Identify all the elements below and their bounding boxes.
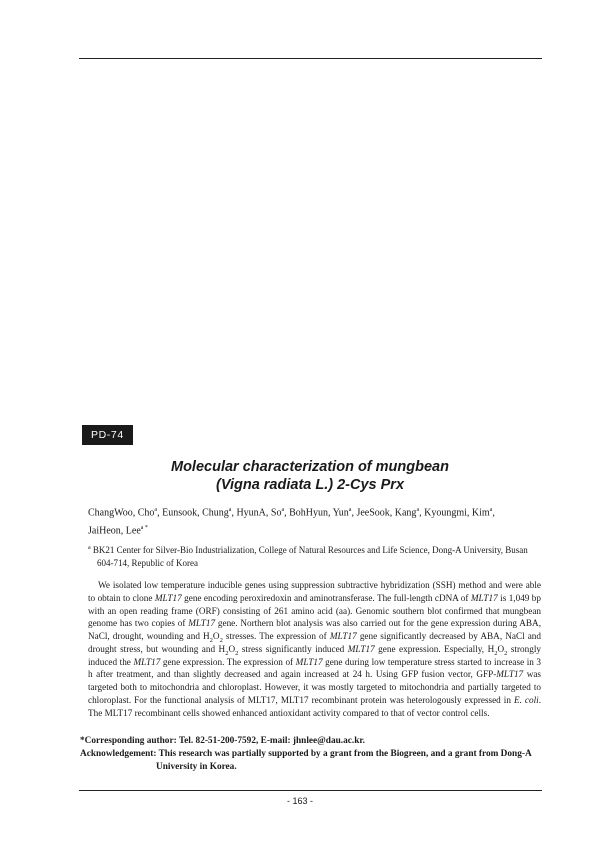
abstract-text: gene expression. The expression of [160,656,296,667]
abstract-text: gene encoding peroxiredoxin and aminotransferase. The full-length cDNA of [181,592,471,603]
organism-name: E. coli [513,694,539,705]
abstract-text: gene. Northern blot analysis was also carried out for the gene expression during ABA, NaCl, drought, wounding and H [88,618,541,641]
affiliation [88,542,543,570]
gene-name: MLT17 [329,631,357,641]
footnotes [80,735,542,773]
abstract-text: stress significantly induced [238,643,348,654]
author: ChangWoo, Cho [88,507,155,519]
abstract-text: We isolated low temperature inducible genes using suppression subtractive hybridization (SSH) method and were able to obtain to clone [88,580,541,603]
abstract-text: O [497,643,505,654]
acknowledgement-line-2: University in Korea. [156,761,237,772]
gene-name: MLT17 [154,592,182,603]
author-mark: a [348,507,352,513]
author-mark: a [489,507,493,513]
author: Kyoungmi, Kim [424,507,490,519]
affiliation-mark: a [88,545,91,551]
gene-name: MLT17 [133,656,161,667]
author-mark: a [228,507,232,513]
session-badge: PD-74 [82,425,133,445]
abstract-text: was targeted both to mitochondria and chloroplast. However, it was mostly targeted to mitochondria and partially targeted to chloroplast. For the functional analysis of MLT17, MLT17 recombinant protein was heterologously expressed in [88,669,541,705]
page-number: - 163 - [286,796,313,806]
author: HyunA, So [236,507,282,519]
abstract-text: gene significantly decreased by ABA, NaCl and drought stress, but wounding and H [88,631,541,654]
abstract [88,579,541,719]
title-line-2: (Vigna radiata L.) 2-Cys Prx [215,477,405,493]
author: Eunsook, Chung [162,507,229,519]
abstract-text: is 1,049 bp with an open reading frame (ORF) consisting of 261 amino acid (aa). Genomic southern blot confirmed that mungbean genome has two copies of [88,592,541,629]
abstract-text: stresses. The expression of [222,631,330,641]
author: BohHyun, Yun [289,507,349,519]
author-mark: a [154,507,158,513]
gene-name: MLT17 [470,592,498,603]
acknowledgement [80,748,542,774]
title-line-1: Molecular characterization of mungbean [171,459,449,475]
acknowledgement-line-1: Acknowledgement: This research was partially supported by a grant from the Biogreen, and a grant from Dong-A [80,748,532,759]
abstract-text: gene during low temperature stress started to increase in 3 h after treatment, and than slightly decreased and again increased at 24 h. Using GFP fusion vector, GFP- [88,656,542,680]
subscript: 2 [504,649,508,657]
abstract-text: O [228,643,236,654]
abstract-text: O [212,631,220,641]
abstract-text: . The MLT17 recombinant cells showed enhanced antioxidant activity compared to that of vector control cells. [88,694,541,718]
subscript: 2 [225,649,229,657]
abstract-text: strongly induced the [88,643,541,667]
abstract-text: gene expression. Especially, H [374,643,495,654]
author: JaiHeon, Lee [88,525,141,537]
author-list: ChangWoo, Cho$^a$, Eunsook, Chung$^a$, HyunA, So$^a$, BohHyun, Yun$^a$, JeeSook, Kang$^a$, Kyoungmi, Kim$^a$, JaiHeon, Lee$^{a *}$ [88,507,495,537]
author-mark: a [281,507,285,513]
author-mark: a [416,507,420,513]
gene-name: MLT17 [347,643,375,654]
paper-title [70,458,550,494]
affiliation-text: BK21 Center for Silver-Bio Industrialization, College of Natural Resources and Life Science, Dong-A University, Busan [92,545,528,555]
gene-name: MLT17 [188,618,216,629]
subscript: 2 [494,649,498,657]
author: JeeSook, Kang [356,507,417,519]
author-mark: a * [140,524,148,531]
subscript: 2 [235,649,239,657]
corresponding-author: *Corresponding author: Tel. 82-51-200-7592, E-mail: jhnlee@dau.ac.kr. [80,736,365,746]
top-rule [79,58,542,59]
gene-name: MLT17 [295,656,323,667]
affiliation-text-cont: 604-714, Republic of Korea [97,558,198,568]
bottom-rule [79,790,542,791]
gene-name: MLT17 [496,669,524,680]
subscript: 2 [219,636,223,644]
subscript: 2 [209,636,213,644]
